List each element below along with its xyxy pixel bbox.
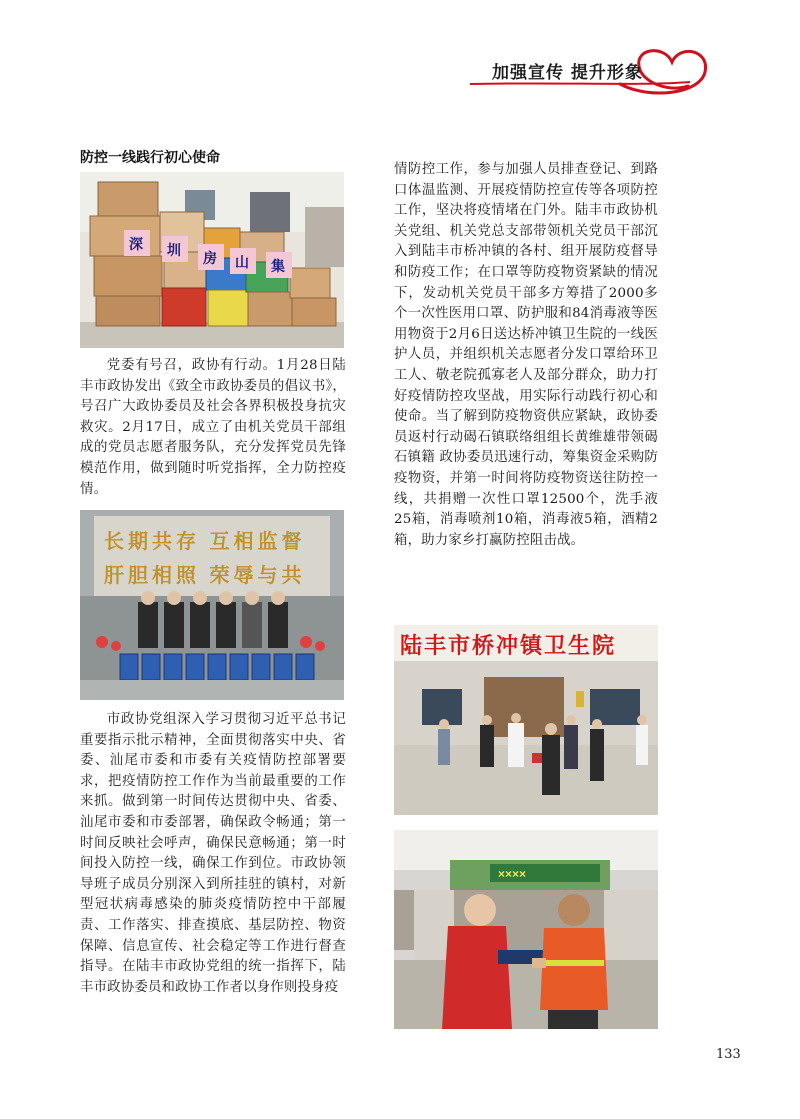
donated-boxes-photo (80, 172, 344, 348)
box-label-char-5: 集 (271, 258, 285, 274)
paragraph-party-call: 党委有号召，政协有行动。1月28日陆丰市政协发出《致全市政协委员的倡议书》，号召广大政协委员及社会各界积极投身抗灾救灾。2月17日，成立了由机关党员干部组成的党员志愿者服务队，充分发挥党员先锋模范作用，做到随时听党指挥，全力防控疫情。 (80, 358, 346, 497)
header-decoration (0, 0, 800, 120)
handover-photo (394, 830, 658, 1029)
box-label-char-4: 山 (235, 254, 249, 270)
health-center-sign: 陆丰市桥冲镇卫生院 (400, 633, 617, 658)
section-heading: 防控一线践行初心使命 (80, 150, 220, 166)
header-title: 加强宣传 提升形象 (492, 63, 643, 83)
paragraph-frontline-work: 情防控工作，参与加强人员排查登记、到路口体温监测、开展疫情防控宣传等各项防控工作，坚决将疫情堵在门外。陆丰市政协机关党组、机关党总支部带领机关党员干部沉入到陆丰市桥冲镇的各村、组开展防疫督导和防疫工作；在口罩等防疫物资紧缺的情况下，发动机关党员干部多方筹措了2000多个一次性医用口罩、防护服和84消毒液等医用物资于2月6日送达桥冲镇卫生院的一线医护人员，并组织机关志愿者分发口罩给环卫工人、敬老院孤寡老人及部分群众，助力打好疫情防控攻坚战，用实际行动践行初心和使命。当了解到防疫物资供应紧缺，政协委员返村行动碣石镇联络组组长黄维雄带领碣石镇籍 政协委员迅速行动，筹集资金采购防疫物资，并第一时间将防疫物资送往防控一线，共捐赠一次性口罩12500个，洗手液25箱，消毒喷剂10箱，消毒液5箱，酒精2箱，助力家乡打赢防控阻击战。 (394, 162, 658, 548)
box-label-char-3: 房 (203, 250, 217, 266)
paragraph-party-group: 市政协党组深入学习贯彻习近平总书记重要指示批示精神，全面贯彻落实中央、省委、汕尾市委和市委有关疫情防控部署要求，把疫情防控工作作为当前最重要的工作来抓。做到第一时间传达贯彻中央、省委、汕尾市委和市委部署，确保政令畅通；第一时间反映社会呼声，确保民意畅通；第一时间投入防控一线，确保工作到位。市政协领导班子成员分别深入到所挂驻的镇村，对新型冠状病毒感染的肺炎疫情防控中干部履责、工作落实、排查摸底、基层防控、物资保障、信息宣传、社会稳定等工作进行督查指导。在陆丰市政协党组的统一指挥下，陆丰市政协委员和政协工作者以身作则投身疫 (80, 712, 346, 995)
wall-slogan-line2: 肝胆相照 荣辱与共 (104, 565, 306, 587)
box-label-char-2: 圳 (167, 242, 181, 258)
health-center-photo (394, 625, 658, 815)
box-label-char-1: 深 (129, 236, 143, 252)
shop-sign: ×××× (498, 867, 527, 881)
page-number: 133 (716, 1047, 741, 1062)
wall-slogan-line1: 长期共存 互相监督 (104, 531, 306, 553)
group-photo (80, 510, 344, 700)
